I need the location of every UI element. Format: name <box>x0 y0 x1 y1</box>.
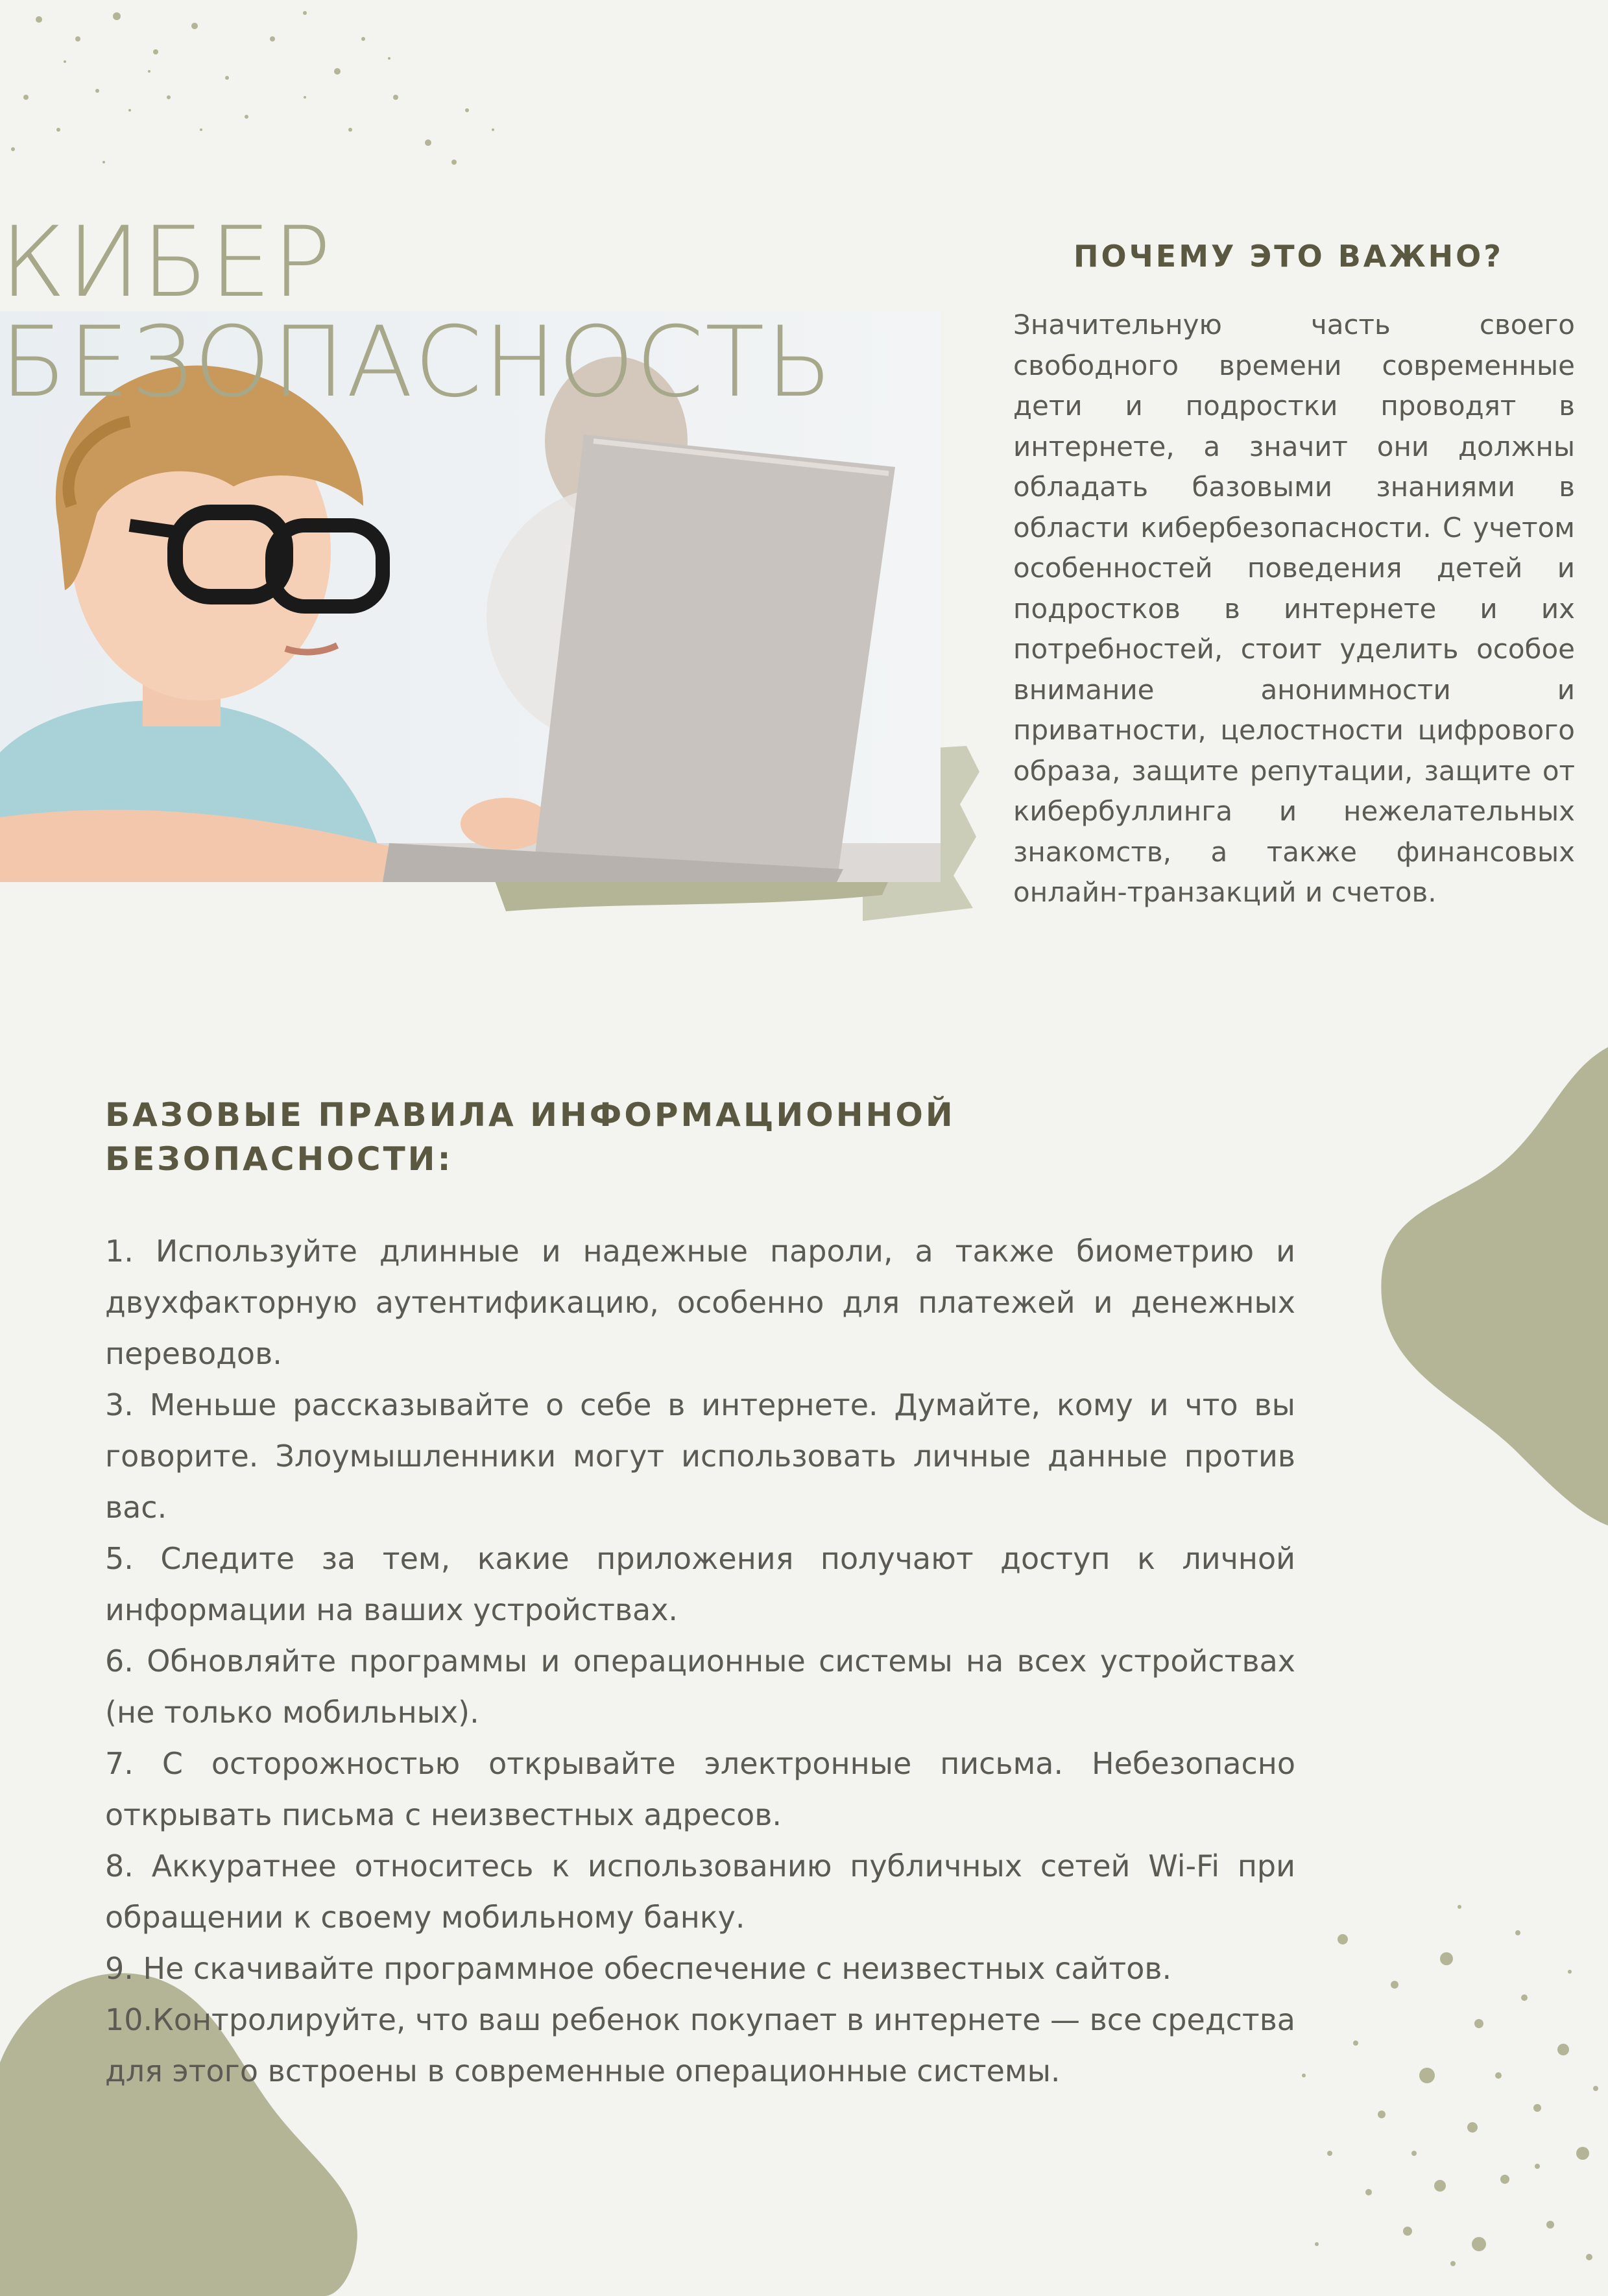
rules-heading-line-2: БЕЗОПАСНОСТИ: <box>105 1140 453 1178</box>
rules-list <box>105 1226 1295 2097</box>
rules-heading <box>105 1093 1013 1181</box>
page-title <box>0 206 834 419</box>
page-title-line-2: БЕЗОПАСНОСТЬ <box>0 306 834 419</box>
page-title-line-1: КИБЕР <box>0 206 333 319</box>
rule-item: 6. Обновляйте программы и операционные системы на всех устройствах (не только мобильных). <box>105 1644 1295 1730</box>
rule-item: 8. Аккуратнее относитесь к использованию публичных сетей Wi-Fi при обращении к своему мобильному банку. <box>105 1848 1295 1935</box>
rule-item: 1. Используйте длинные и надежные пароли, а также биометрию и двухфакторную аутентификацию, особенно для платежей и денежных переводов. <box>105 1234 1295 1371</box>
rule-item: 9. Не скачивайте программное обеспечение с неизвестных сайтов. <box>105 1951 1172 1986</box>
decorative-blob-right <box>1375 1038 1608 1531</box>
rule-item: 10.Контролируйте, что ваш ребенок покупает в интернете — все средства для этого встроены в современные операционные системы. <box>105 2002 1295 2088</box>
rules-heading-line-1: БАЗОВЫЕ ПРАВИЛА ИНФОРМАЦИОННОЙ <box>105 1096 955 1134</box>
rule-item: 7. С осторожностью открывайте электронные письма. Небезопасно открывать письма с неизвестных адресов. <box>105 1746 1295 1832</box>
speckle-decoration-top <box>0 0 519 195</box>
why-heading: ПОЧЕМУ ЭТО ВАЖНО? <box>1074 239 1504 274</box>
rule-item: 3. Меньше рассказывайте о себе в интернете. Думайте, кому и что вы говорите. Злоумышленники могут использовать личные данные против вас. <box>105 1387 1295 1525</box>
speckle-decoration-bottom <box>1265 1881 1608 2276</box>
why-body-text: Значительную часть своего свободного времени современные дети и подростки проводят в интернете, а значит они должны обладать базовыми знаниями в области кибербезопасности. С учетом особенностей поведения детей и подростков в интернете и их потребностей, стоит уделить особое внимание анонимности и приватности, целостности цифрового образа, защите репутации, защите от кибербуллинга и нежелательных знакомств, а также финансовых онлайн-транзакций и счетов. <box>1013 309 1575 908</box>
rule-item: 5. Следите за тем, какие приложения получают доступ к личной информации на ваших устройствах. <box>105 1541 1295 1627</box>
